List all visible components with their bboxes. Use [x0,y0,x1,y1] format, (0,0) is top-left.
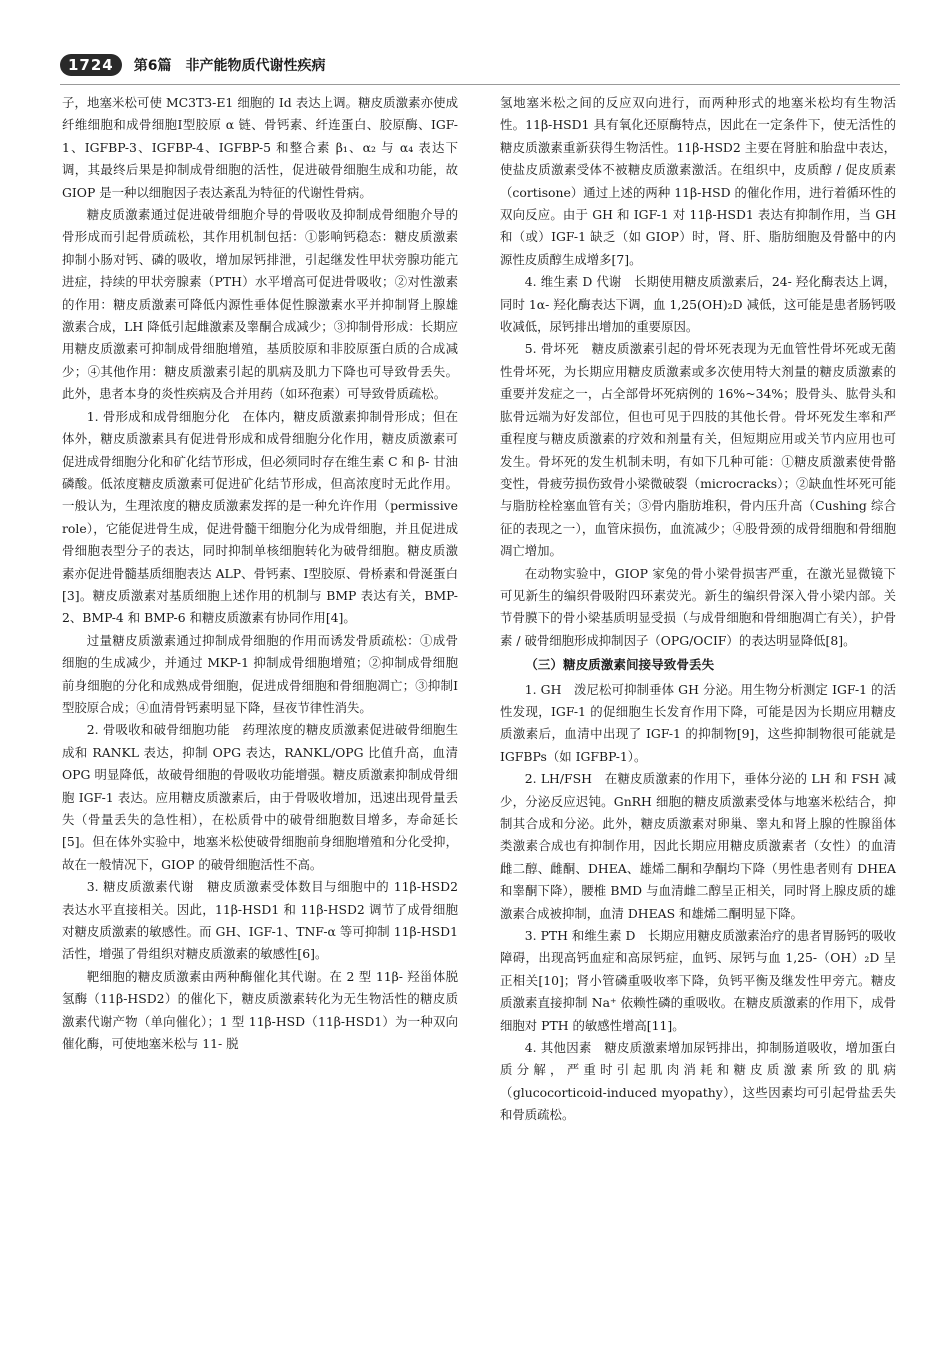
body-paragraph: 过量糖皮质激素通过抑制成骨细胞的作用而诱发骨质疏松：①成骨细胞的生成减少，并通过 MKP-1 抑制成骨细胞增殖；②抑制成骨细胞前身细胞的分化和成熟成骨细胞，促进成骨细胞和骨细胞凋亡；③抑制Ⅰ型胶原合成；④血清骨钙素明显下降，昼夜节律性消失。 [62,632,458,715]
part-title: 非产能物质代谢性疾病 [185,58,326,74]
body-paragraph: 靶细胞的糖皮质激素由两种酶催化其代谢。在 2 型 11β- 羟甾体脱氢酶（11β-HSD2）的催化下，糖皮质激素转化为无生物活性的糖皮质激素代谢产物（单向催化）；1 型 11β-HSD（11β-HSD1）为一种双向催化酶，可使地塞米松与 11- 脱 [62,968,458,1052]
section-heading: （三）糖皮质激素间接导致骨丢失 [525,657,715,673]
running-head [134,55,340,75]
body-paragraph: 1. GH 泼尼松可抑制垂体 GH 分泌。用生物分析测定 IGF-1 的活性发现，IGF-1 的促细胞生长发育作用下降，可能是因为长期应用糖皮质激素后，血清中出现了 IGF-1 的抑制物[9]，这些抑制物很可能就是 IGFBPs（如 IGFBP-1）。 [500,681,896,764]
body-paragraph: 4. 维生素 D 代谢 长期使用糖皮质激素后，24- 羟化酶表达上调，同时 1α- 羟化酶表达下调，血 1,25(OH)₂D 减低，这可能是患者肠钙吸收减低，尿钙排出增加的重要原因。 [500,274,896,335]
body-paragraph: 在动物实验中，GIOP 家兔的骨小梁骨损害严重，在激光显微镜下可见新生的编织骨吸附四环素荧光。新生的编织骨深入骨小梁内部。关节骨膜下的骨小梁基质明显受损（与成骨细胞和骨细胞凋亡有关），护骨素 / 破骨细胞形成抑制因子（OPG/OCIF）的表达明显降低[8]。 [500,565,896,648]
body-paragraph: 氢地塞米松之间的反应双向进行，而两种形式的地塞米松均有生物活性。11β-HSD1 具有氧化还原酶特点，因此在一定条件下，使无活性的糖皮质激素重新获得生物活性。11β-HSD2 主要在肾脏和胎盘中表达，使盐皮质激素受体不被糖皮质激素激活。在组织中，皮质醇 / 促皮质素（cortisone）通过上述的两种 11β-HSD 的催化作用，进行着循环性的双向反应。由于 GH 和 IGF-1 对 11β-HSD1 表达有抑制作用，当 GH 和（或）IGF-1 缺乏（如 GIOP）时，肾、肝、脂肪细胞及骨骼中的内源性皮质醇生成增多[7]。 [500,95,896,267]
page-number-badge: 1724 [60,54,122,76]
body-paragraph: 4. 其他因素 糖皮质激素增加尿钙排出，抑制肠道吸收，增加蛋白质分解，严重时引起肌肉消耗和糖皮质激素所致的肌病（glucocorticoid-induced myopathy），这些因素均可引起骨盐丢失和骨质疏松。 [500,1040,896,1123]
body-paragraph: 5. 骨坏死 糖皮质激素引起的骨坏死表现为无血管性骨坏死或无菌性骨坏死，为长期应用糖皮质激素或多次使用特大剂量的糖皮质激素的重要并发症之一，占全部骨坏死病例的 16%~34%；股骨头、肱骨头和肱骨远端为好发部位，但也可见于四肢的其他长骨。骨坏死发生率和严重程度与糖皮质激素的疗效和剂量有关，但短期应用或关节内应用也可发生。骨坏死的发生机制未明，有如下几种可能：①糖皮质激素使骨骼变性，骨疲劳损伤致骨小梁微破裂（microcracks）；②缺血性坏死可能与脂肪栓栓塞血管有关；③骨内脂肪堆积，骨内压升高（Cushing 综合征的表现之一），血管床损伤，血流减少；④股骨颈的成骨细胞和骨细胞凋亡增加。 [500,341,896,559]
page-header [60,50,900,80]
body-paragraph: 糖皮质激素通过促进破骨细胞介导的骨吸收及抑制成骨细胞介导的骨形成而引起骨质疏松，其作用机制包括：①影响钙稳态：糖皮质激素抑制小肠对钙、磷的吸收，增加尿钙排泄，引起继发性甲状旁腺功能亢进症，持续的甲状旁腺素（PTH）水平增高可促进骨吸收；②对性激素的作用：糖皮质激素可降低内源性垂体促性腺激素水平并抑制肾上腺雄激素合成，LH 降低引起雌激素及睾酮合成减少；③抑制骨形成：长期应用糖皮质激素可抑制成骨细胞增殖，基质胶原和非胶原蛋白质的合成减少；④其他作用：糖皮质激素引起的肌病及肌力下降也可导致骨丢失。此外，患者本身的炎性疾病及合并用药（如环孢素）可导致骨质疏松。 [62,207,458,402]
body-paragraph: 2. 骨吸收和破骨细胞功能 药理浓度的糖皮质激素促进破骨细胞生成和 RANKL 表达，抑制 OPG 表达，RANKL/OPG 比值升高，血清 OPG 明显降低，故破骨细胞的骨吸收功能增强。糖皮质激素抑制成骨细胞 IGF-1 表达。应用糖皮质激素后，由于骨吸收增加，迅速出现骨量丢失（骨量丢失的急性相），在松质骨中的破骨细胞数目增多，寿命延长[5]。但在体外实验中，地塞米松使破骨细胞前身细胞增殖和分化受抑，故在一般情况下，GIOP 的破骨细胞活性不高。 [62,722,458,872]
body-paragraph: 子，地塞米松可使 MC3T3-E1 细胞的 Id 表达上调。糖皮质激素亦使成纤维细胞和成骨细胞Ⅰ型胶原 α 链、骨钙素、纤连蛋白、胶原酶、IGF-1、IGFBP-3、IGFBP-4、IGFBP-5 和整合素 β₁、α₂ 与 α₄ 表达下调，其最终后果是抑制成骨细胞的活性，促进破骨细胞生成和功能，故 GIOP 是一种以细胞因子表达紊乱为特征的代谢性骨病。 [62,95,458,200]
header-rule [60,84,900,85]
left-column [62,92,458,1055]
body-paragraph: 1. 骨形成和成骨细胞分化 在体内，糖皮质激素抑制骨形成；但在体外，糖皮质激素具有促进骨形成和成骨细胞分化作用，糖皮质激素可促进成骨细胞分化和矿化结节形成，但必须同时存在维生素 C 和 β- 甘油磷酸。低浓度糖皮质激素可促进矿化结节形成，但高浓度时无此作用。一般认为，生理浓度的糖皮质激素发挥的是一种允许作用（permissive role），它能促进骨生成，促进骨髓干细胞分化为成骨细胞，并且促进成骨细胞表型分子的表达，同时抑制单核细胞转化为破骨细胞。糖皮质激素亦促进骨髓基质细胞表达 ALP、骨钙素、Ⅰ型胶原、骨桥素和骨涎蛋白[3]。糖皮质激素对基质细胞上述作用的机制与 BMP 表达有关，BMP-2、BMP-4 和 BMP-6 和糖皮质激素有协同作用[4]。 [62,408,458,626]
part-label: 第6篇 [133,58,172,74]
body-paragraph: 3. PTH 和维生素 D 长期应用糖皮质激素治疗的患者胃肠钙的吸收障碍，出现高钙血症和高尿钙症，血钙、尿钙与血 1,25-（OH）₂D 呈正相关[10]；肾小管磷重吸收率下降，负钙平衡及继发性甲旁亢。糖皮质激素直接抑制 Na⁺ 依赖性磷的重吸收。在糖皮质激素的作用下，成骨细胞对 PTH 的敏感性增高[11]。 [500,928,896,1033]
right-column [500,92,896,1127]
body-paragraph: 3. 糖皮质激素代谢 糖皮质激素受体数目与细胞中的 11β-HSD2 表达水平直接相关。因此，11β-HSD1 和 11β-HSD2 调节了成骨细胞对糖皮质激素的敏感性。而 GH、IGF-1、TNF-α 等可抑制 11β-HSD1 活性，增强了骨组织对糖皮质激素的敏感性[6]。 [62,879,458,962]
body-paragraph: 2. LH/FSH 在糖皮质激素的作用下，垂体分泌的 LH 和 FSH 减少，分泌反应迟钝。GnRH 细胞的糖皮质激素受体与地塞米松结合，抑制其合成和分泌。此外，糖皮质激素对卵巢、睾丸和肾上腺的性腺甾体类激素合成也有抑制作用，因此长期应用糖皮质激素者（女性）的血清雌二醇、雌酮、DHEA、雄烯二酮和孕酮均下降（男性患者则有 DHEA 和睾酮下降），腰椎 BMD 与血清雌二醇呈正相关，同时肾上腺皮质的雄激素合成被抑制，血清 DHEAS 和雄烯二酮明显下降。 [500,771,896,921]
